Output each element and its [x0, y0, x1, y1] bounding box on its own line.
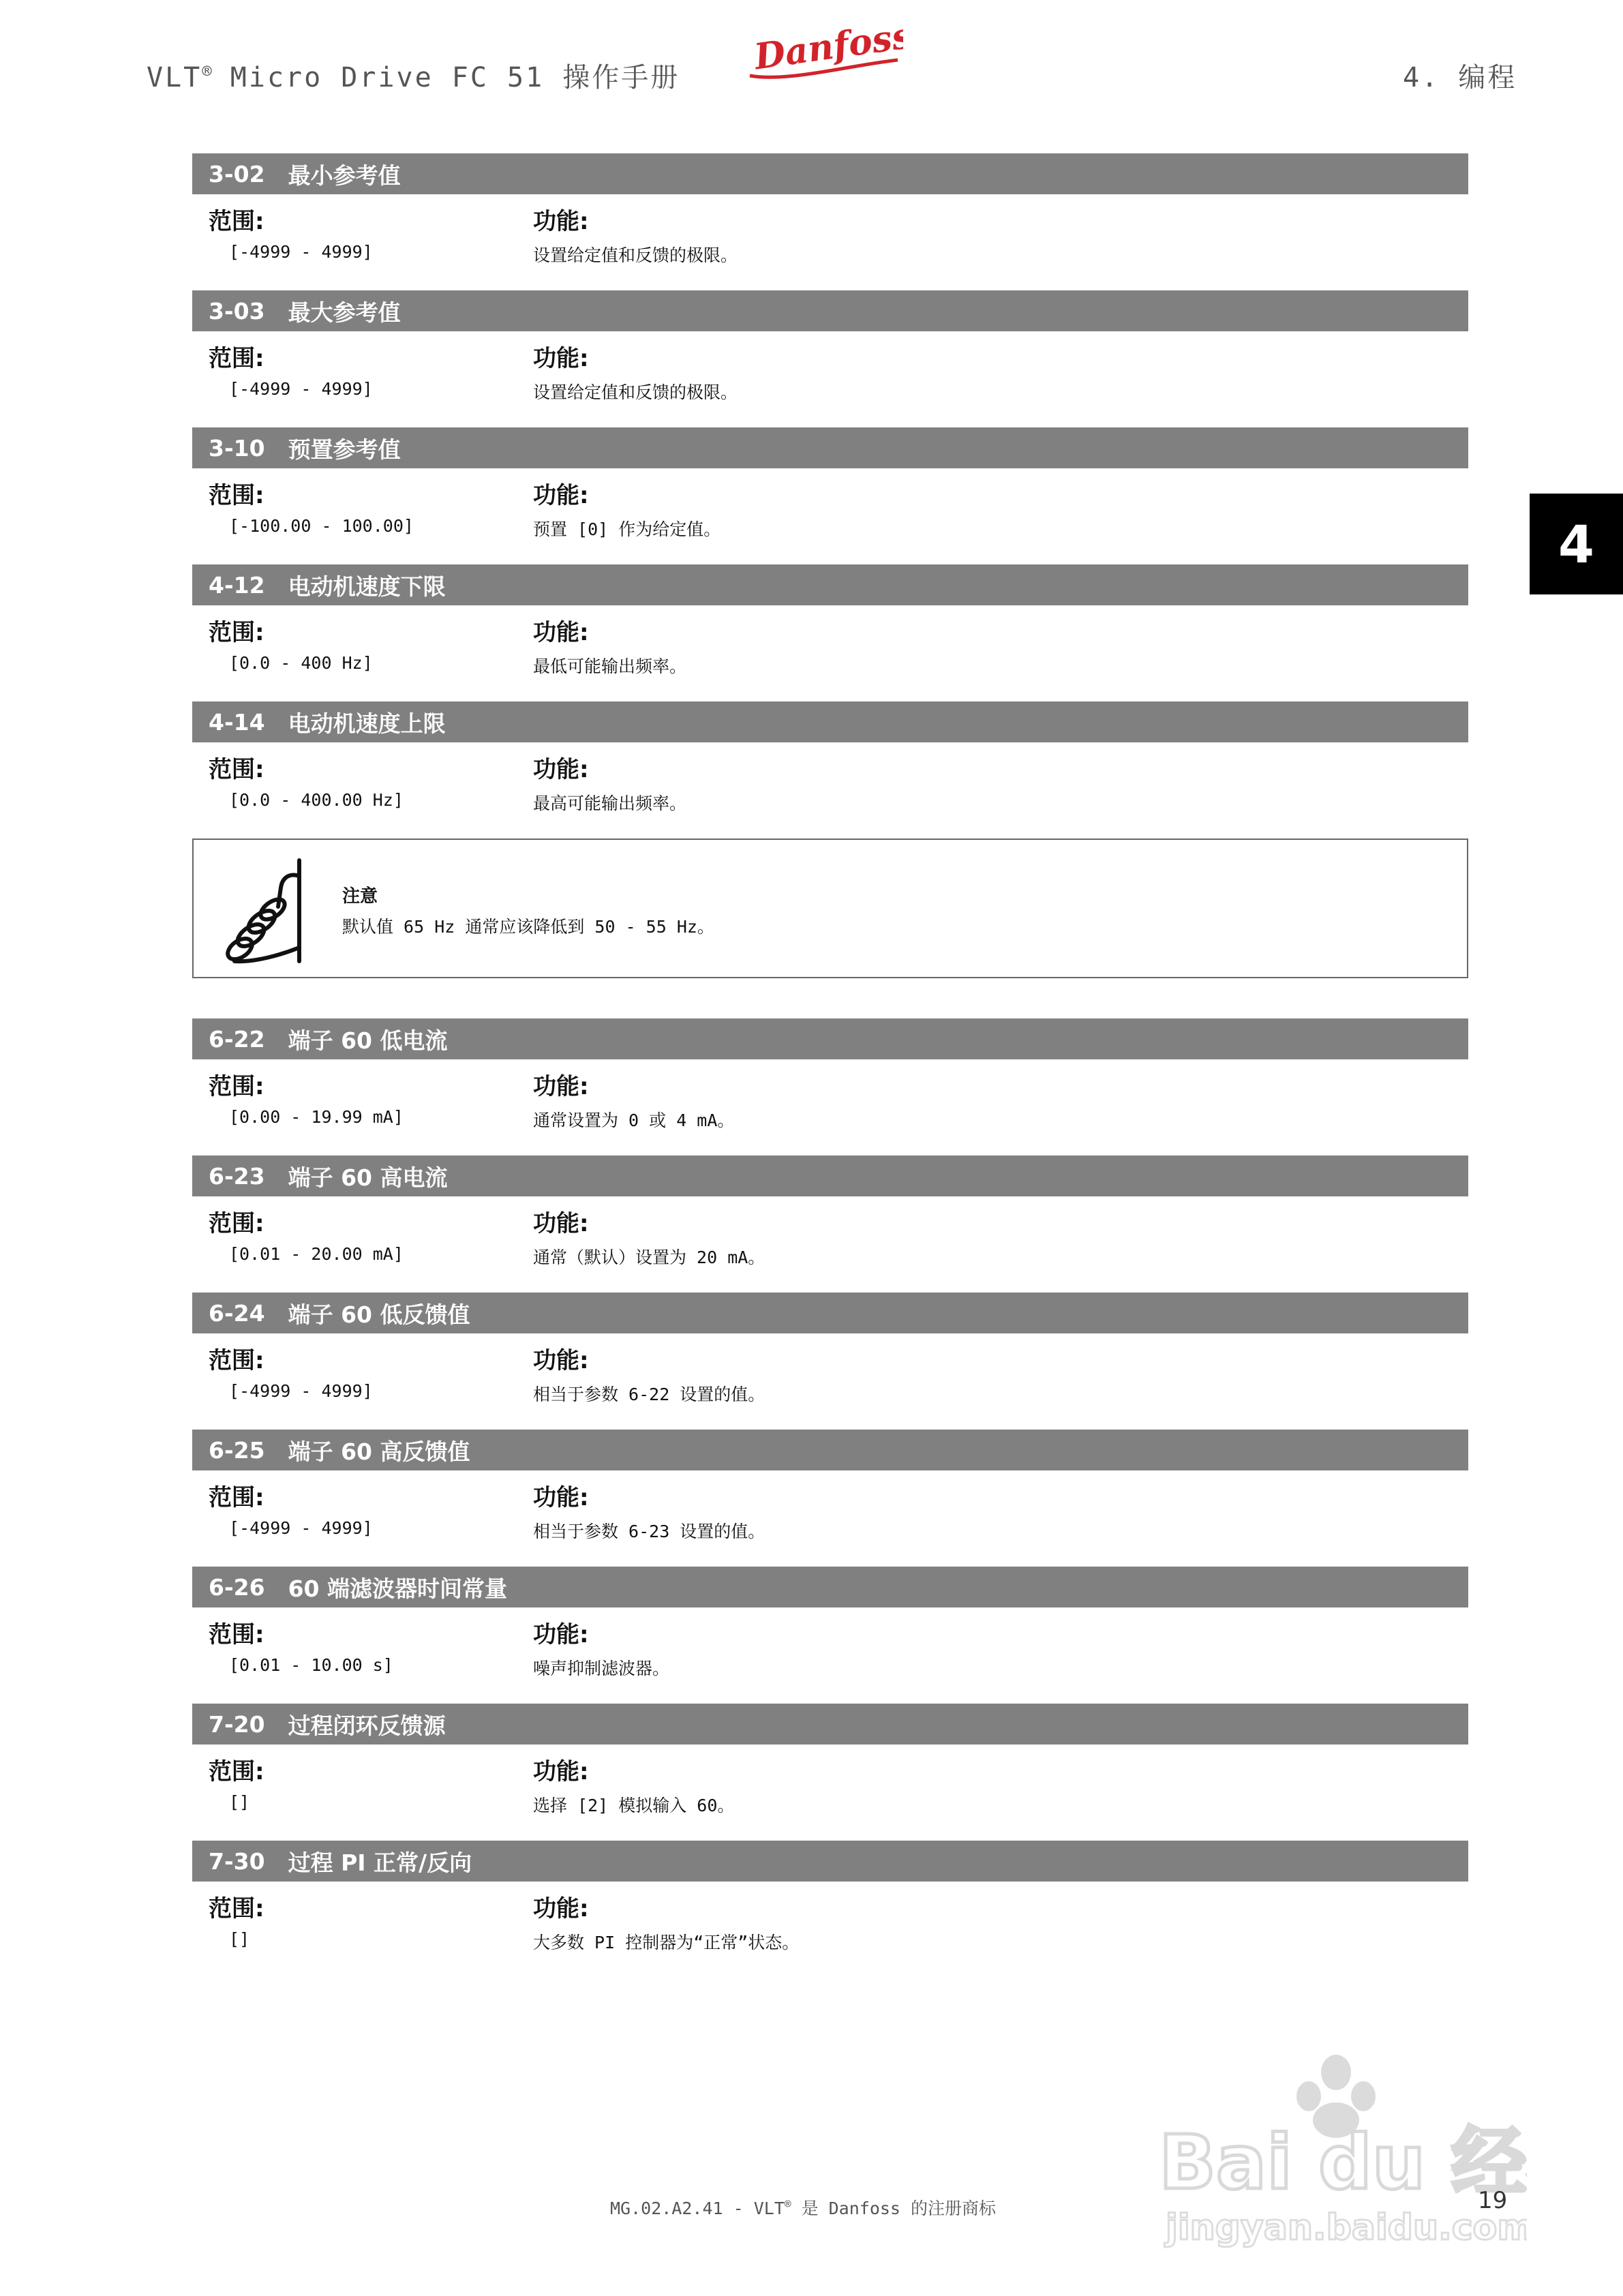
param-number: 6-23 [209, 1162, 265, 1190]
param-title: 端子 60 高电流 [288, 1164, 448, 1191]
section-values [192, 1648, 1468, 1682]
function-value: 通常（默认）设置为 20 mA。 [533, 1248, 765, 1267]
section-header-bar [192, 153, 1468, 194]
column-headings [192, 1882, 1468, 1922]
range-label: 范围: [209, 1347, 264, 1374]
param-title: 端子 60 高反馈值 [288, 1438, 470, 1465]
param-title: 预置参考值 [288, 436, 401, 463]
watermark-brand: Bai du 经 [1159, 2119, 1527, 2206]
param-title: 端子 60 低电流 [288, 1027, 448, 1054]
range-value: [-4999 - 4999] [229, 242, 373, 262]
param-section-6-22 [192, 1018, 1468, 1134]
range-label: 范围: [209, 756, 264, 783]
section-values [192, 646, 1468, 680]
param-section-7-30 [192, 1841, 1468, 1957]
param-number: 3-10 [209, 434, 265, 462]
column-headings [192, 194, 1468, 235]
function-value: 最高可能输出频率。 [533, 794, 687, 813]
param-title: 电动机速度上限 [288, 710, 446, 737]
range-label: 范围: [209, 208, 264, 235]
function-value: 设置给定值和反馈的极限。 [533, 245, 738, 265]
function-value: 相当于参数 6-22 设置的值。 [533, 1385, 765, 1404]
range-label: 范围: [209, 1895, 264, 1922]
range-value: [] [229, 1929, 250, 1949]
column-headings [192, 468, 1468, 509]
range-label: 范围: [209, 1758, 264, 1785]
section-header-bar [192, 1567, 1468, 1607]
page-number: 19 [1478, 2187, 1508, 2214]
param-title: 端子 60 低反馈值 [288, 1301, 470, 1328]
param-section-3-02 [192, 153, 1468, 269]
function-label: 功能: [533, 1895, 589, 1922]
baidu-jingyan-watermark [1145, 2045, 1527, 2250]
section-values [192, 1785, 1468, 1819]
section-values [192, 235, 1468, 269]
function-value: 预置 [0] 作为给定值。 [533, 519, 721, 539]
column-headings [192, 1470, 1468, 1511]
footer-registered-mark: ® [784, 2197, 791, 2211]
param-number: 4-14 [209, 708, 265, 736]
function-label: 功能: [533, 482, 589, 509]
range-value: [0.01 - 20.00 mA] [229, 1244, 404, 1264]
column-headings [192, 1059, 1468, 1100]
range-label: 范围: [209, 345, 264, 372]
param-section-6-23 [192, 1155, 1468, 1271]
param-title: 最小参考值 [288, 162, 401, 189]
param-title: 电动机速度下限 [288, 573, 446, 600]
range-value: [-4999 - 4999] [229, 379, 373, 399]
function-value: 相当于参数 6-23 设置的值。 [533, 1522, 765, 1541]
param-number: 6-24 [209, 1299, 265, 1327]
function-value: 通常设置为 0 或 4 mA。 [533, 1111, 735, 1130]
param-number: 6-25 [209, 1436, 265, 1464]
logo-wordmark: Danfoss [751, 18, 903, 78]
function-label: 功能: [533, 619, 589, 646]
section-header-bar [192, 564, 1468, 605]
range-value: [-4999 - 4999] [229, 1518, 373, 1538]
header-title [147, 56, 680, 95]
range-label: 范围: [209, 1210, 264, 1237]
section-header-bar [192, 1430, 1468, 1470]
param-section-7-20 [192, 1704, 1468, 1819]
section-header-bar [192, 1155, 1468, 1196]
param-number: 6-26 [209, 1573, 265, 1601]
section-values [192, 1511, 1468, 1545]
section-header-bar [192, 1018, 1468, 1059]
column-headings [192, 331, 1468, 372]
danfoss-logo [746, 18, 903, 86]
param-title: 过程 PI 正常/反向 [288, 1849, 472, 1876]
param-section-6-25 [192, 1430, 1468, 1545]
param-title: 过程闭环反馈源 [288, 1712, 446, 1739]
range-value: [0.00 - 19.99 mA] [229, 1107, 404, 1127]
watermark-url: jingyan.baidu.com [1166, 2207, 1527, 2248]
range-label: 范围: [209, 482, 264, 509]
param-section-3-03 [192, 290, 1468, 406]
range-value: [-100.00 - 100.00] [229, 516, 414, 536]
range-value: [0.0 - 400.00 Hz] [229, 790, 404, 810]
doc-code: MG.02.A2.41 - VLT [610, 2199, 785, 2218]
section-values [192, 783, 1468, 817]
param-section-4-12 [192, 564, 1468, 680]
section-header-bar [192, 1841, 1468, 1882]
note-box [192, 839, 1468, 978]
function-label: 功能: [533, 208, 589, 235]
function-label: 功能: [533, 1621, 589, 1648]
section-header-bar [192, 427, 1468, 468]
param-section-3-10 [192, 427, 1468, 543]
note-title: 注意 [342, 886, 378, 907]
function-label: 功能: [533, 1073, 589, 1100]
param-number: 4-12 [209, 571, 265, 599]
section-values [192, 1922, 1468, 1957]
registered-mark: ® [202, 61, 212, 81]
range-label: 范围: [209, 1484, 264, 1511]
note-text: 默认值 65 Hz 通常应该降低到 50 - 55 Hz。 [342, 917, 714, 937]
range-value: [-4999 - 4999] [229, 1381, 373, 1401]
trademark-text: 是 Danfoss 的注册商标 [801, 2199, 997, 2218]
chapter-heading: 4. 编程 [1403, 62, 1517, 93]
range-value: [0.0 - 400 Hz] [229, 653, 373, 673]
section-header-bar [192, 1293, 1468, 1333]
param-number: 3-02 [209, 160, 265, 187]
function-value: 大多数 PI 控制器为“正常”状态。 [533, 1933, 800, 1952]
section-values [192, 1237, 1468, 1271]
function-label: 功能: [533, 1484, 589, 1511]
function-value: 噪声抑制滤波器。 [533, 1659, 670, 1678]
function-value: 选择 [2] 模拟输入 60。 [533, 1796, 735, 1815]
product-name: Micro Drive FC 51 操作手册 [230, 62, 680, 93]
param-number: 3-03 [209, 297, 265, 324]
function-label: 功能: [533, 1758, 589, 1785]
section-header-bar [192, 290, 1468, 331]
column-headings [192, 1333, 1468, 1374]
chapter-tab: 4 [1530, 494, 1623, 594]
range-label: 范围: [209, 1621, 264, 1648]
function-label: 功能: [533, 756, 589, 783]
range-label: 范围: [209, 1073, 264, 1100]
range-value: [0.01 - 10.00 s] [229, 1655, 393, 1675]
function-label: 功能: [533, 345, 589, 372]
section-values [192, 1374, 1468, 1408]
footer-text [610, 2195, 996, 2220]
column-headings [192, 742, 1468, 783]
function-value: 最低可能输出频率。 [533, 656, 687, 676]
section-values [192, 1100, 1468, 1134]
function-label: 功能: [533, 1210, 589, 1237]
section-values [192, 372, 1468, 406]
param-title: 最大参考值 [288, 299, 401, 326]
range-label: 范围: [209, 619, 264, 646]
section-header-bar [192, 1704, 1468, 1744]
section-header-bar [192, 701, 1468, 742]
param-section-6-26 [192, 1567, 1468, 1682]
function-label: 功能: [533, 1347, 589, 1374]
param-section-4-14 [192, 701, 1468, 817]
section-values [192, 509, 1468, 543]
function-value: 设置给定值和反馈的极限。 [533, 382, 738, 402]
param-number: 6-22 [209, 1025, 265, 1053]
hand-pointing-icon [221, 852, 309, 968]
product-prefix: VLT [147, 62, 202, 93]
param-section-6-24 [192, 1293, 1468, 1408]
param-number: 7-30 [209, 1847, 265, 1875]
column-headings [192, 1607, 1468, 1648]
column-headings [192, 1744, 1468, 1785]
column-headings [192, 1196, 1468, 1237]
param-number: 7-20 [209, 1710, 265, 1738]
param-title: 60 端滤波器时间常量 [288, 1575, 508, 1602]
column-headings [192, 605, 1468, 646]
range-value: [] [229, 1792, 250, 1812]
